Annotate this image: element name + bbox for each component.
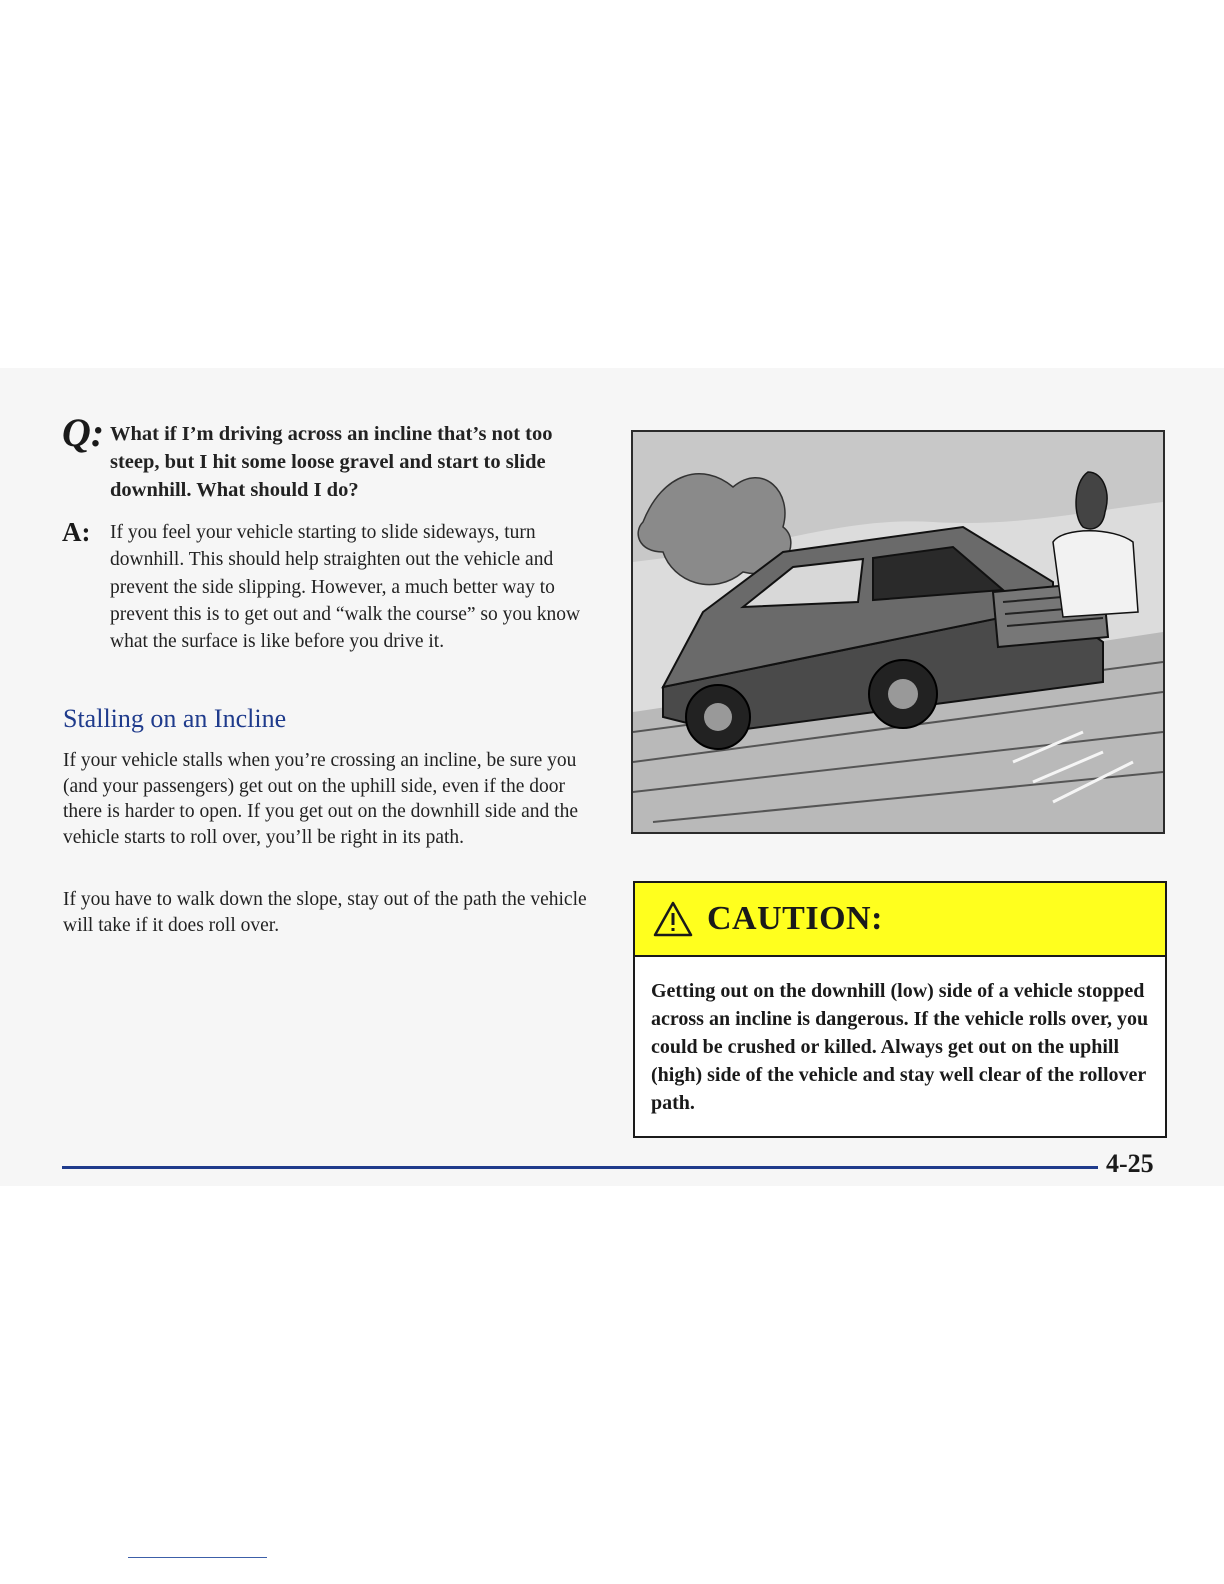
caution-header <box>635 883 1165 957</box>
vehicle-on-incline-illustration <box>631 430 1165 834</box>
body-paragraph: If your vehicle stalls when you’re crossing an incline, be sure you (and your passengers) get out on the uphill side, even if the door there is harder to open. If you get out on the downhill side and the vehicle starts to roll over, you’ll be right in its path. <box>63 750 578 848</box>
question-block <box>62 410 592 504</box>
caution-text: Getting out on the downhill (low) side of a vehicle stopped across an incline is dangerous. If the vehicle rolls over, you could be crushed or killed. Always get out on the uphill (high) side of the vehicle and stay well clear of the rollover path. <box>651 980 1149 1114</box>
bottom-line <box>128 1557 267 1558</box>
answer-block <box>62 519 592 655</box>
body-paragraph: If you have to walk down the slope, stay out of the path the vehicle will take if it does roll over. <box>63 889 587 936</box>
footer-rule <box>62 1166 1098 1169</box>
question-text: What if I’m driving across an incline that’s not too steep, but I hit some loose gravel and start to slide downhill. What should I do? <box>110 423 553 501</box>
suv-illustration <box>633 432 1163 832</box>
warning-triangle-icon <box>653 901 693 937</box>
answer-text: If you feel your vehicle starting to slide sideways, turn downhill. This should help straighten out the vehicle and prevent the side slipping. However, a much better way to prevent this is to get out and “walk the course” so you know what the surface is like before you drive it. <box>110 522 581 653</box>
question-marker: Q: <box>62 410 105 455</box>
answer-marker: A: <box>62 517 91 547</box>
page-number: 4-25 <box>1106 1149 1154 1178</box>
caution-box <box>633 881 1167 1138</box>
caution-title: CAUTION: <box>707 900 883 937</box>
section-heading: Stalling on an Incline <box>63 704 287 733</box>
